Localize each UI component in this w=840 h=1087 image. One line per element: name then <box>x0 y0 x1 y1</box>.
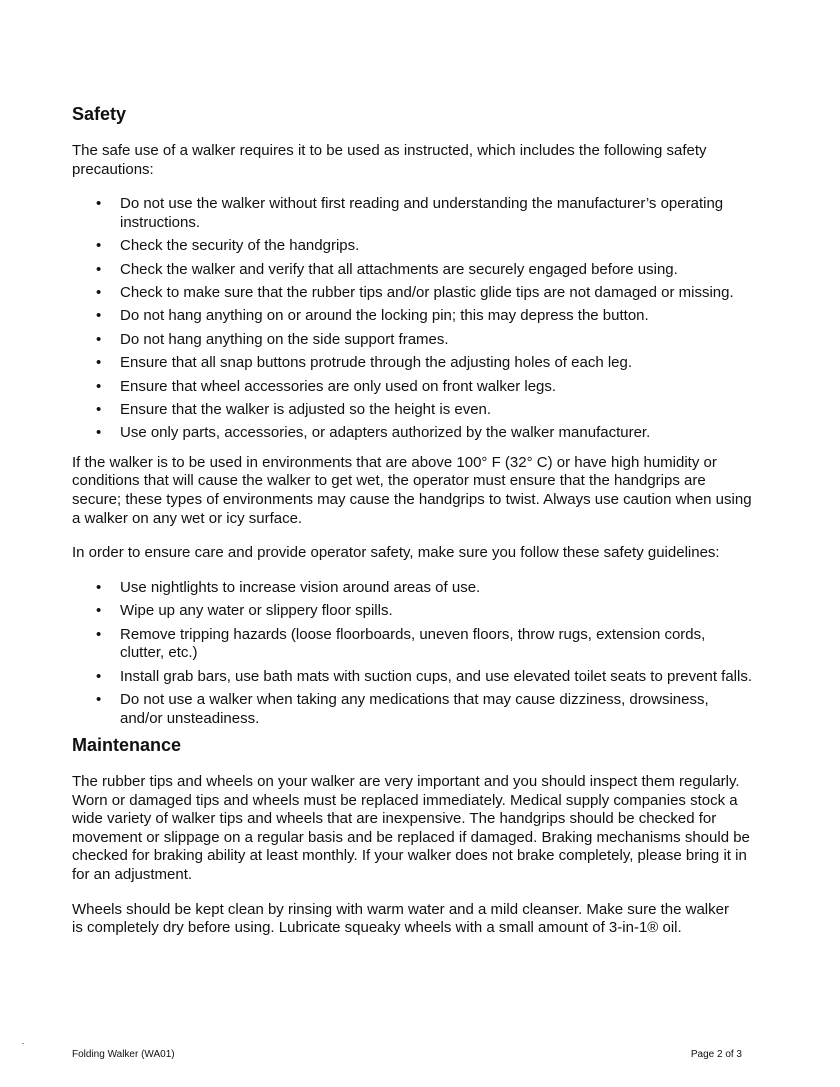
list-item: • Ensure that all snap buttons protrude through the adjusting holes of each leg. <box>72 354 752 373</box>
page-content <box>72 102 752 938</box>
safety-heading: Safety <box>72 104 127 124</box>
list-item: • Do not hang anything on the side support frames. <box>72 331 752 350</box>
list-item: • Ensure that wheel accessories are only used on front walker legs. <box>72 378 752 397</box>
page-footer <box>72 1049 742 1061</box>
list-item: • Use nightlights to increase vision around areas of use. <box>72 579 752 598</box>
list-item: • Check to make sure that the rubber tips and/or plastic glide tips are not damaged or missing. <box>72 284 752 303</box>
guidelines-intro: In order to ensure care and provide operator safety, make sure you follow these safety guidelines: <box>72 544 720 562</box>
safety-intro: The safe use of a walker requires it to be used as instructed, which includes the following safety precautions: <box>72 142 707 178</box>
list-item: • Install grab bars, use bath mats with suction cups, and use elevated toilet seats to prevent falls. <box>72 668 752 687</box>
environment-paragraph: If the walker is to be used in environments that are above 100° F (32° C) or have high humidity or conditions that will cause the walker to get wet, the operator must ensure that the handgrips are secure; these types of environments may cause the handgrips to twist. Always use caution when using a walker on any wet or icy surface. <box>72 453 752 527</box>
list-item: • Ensure that the walker is adjusted so the height is even. <box>72 401 752 420</box>
footer-document-title: Folding Walker (WA01) <box>72 1049 175 1060</box>
list-item: • Check the security of the handgrips. <box>72 237 752 256</box>
list-item: • Do not use the walker without first reading and understanding the manufacturer’s operating instructions. <box>72 195 752 232</box>
list-item: • Check the walker and verify that all attachments are securely engaged before using. <box>72 261 752 280</box>
footer-page-number: Page 2 of 3 <box>690 1049 742 1060</box>
safety-guidelines-list <box>72 579 752 728</box>
maintenance-heading: Maintenance <box>72 735 182 755</box>
list-item: • Do not hang anything on or around the locking pin; this may depress the button. <box>72 307 752 326</box>
list-item: • Wipe up any water or slippery floor spills. <box>72 602 752 621</box>
safety-precautions-list <box>72 195 752 443</box>
list-item: • Use only parts, accessories, or adapters authorized by the walker manufacturer. <box>72 424 752 443</box>
maintenance-paragraph-2: Wheels should be kept clean by rinsing with warm water and a mild cleanser. Make sure the walker is completely dry before using. Lubricate squeaky wheels with a small amount of 3-in-1® oil. <box>72 900 729 937</box>
maintenance-paragraph-1: The rubber tips and wheels on your walker are very important and you should inspect them regularly. Worn or damaged tips and wheels must be replaced immediately. Medical supply companies stock a wide variety of walker tips and wheels that are inexpensive. The handgrips should be checked for movement or slippage on a regular basis and be replaced if damaged. Braking mechanisms should be checked for braking ability at least monthly. If your walker does not brake completely, please bring it in for an adjustment. <box>72 773 750 883</box>
list-item: • Do not use a walker when taking any medications that may cause dizziness, drowsiness, and/or unsteadiness. <box>72 691 752 728</box>
scan-speck <box>22 1043 24 1044</box>
list-item: • Remove tripping hazards (loose floorboards, uneven floors, throw rugs, extension cords, clutter, etc.) <box>72 626 752 663</box>
